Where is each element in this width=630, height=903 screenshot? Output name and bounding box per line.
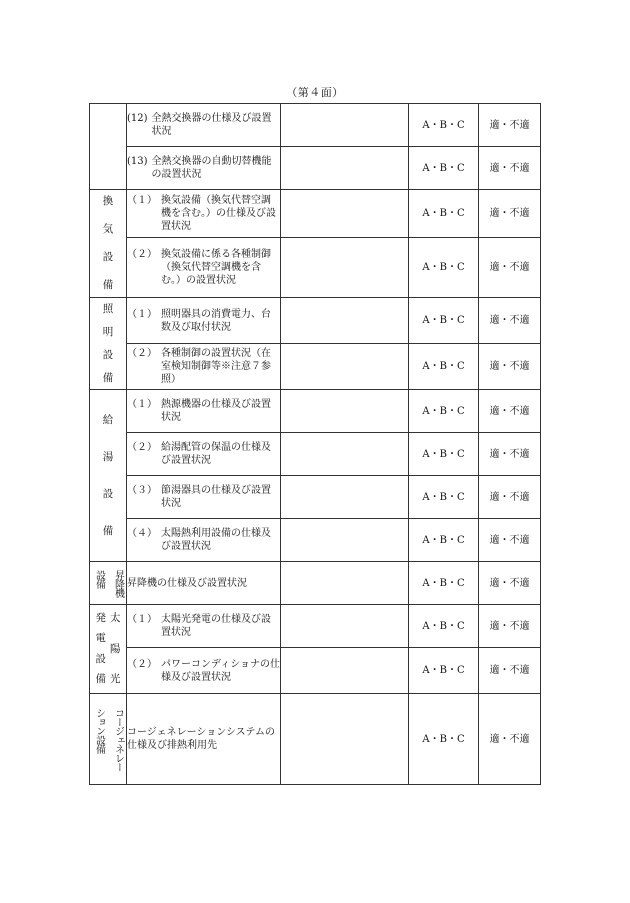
judge-cell[interactable]: 適・不適 (479, 190, 541, 238)
grade-cell[interactable]: A・B・C (409, 238, 479, 298)
table-row (90, 519, 541, 562)
notes-cell[interactable] (281, 433, 409, 476)
table-row (90, 238, 541, 298)
table-row (90, 147, 541, 190)
table-row (90, 694, 541, 785)
item-cell: （１） 換気設備（換気代替空調機を含む。）の仕様及び設置状況 (127, 190, 281, 238)
grade-cell[interactable]: A・B・C (409, 344, 479, 390)
page-title: （第４面） (286, 86, 344, 99)
notes-cell[interactable] (281, 147, 409, 190)
judge-cell[interactable]: 適・不適 (479, 476, 541, 519)
table-row (90, 605, 541, 648)
grade-cell[interactable]: A・B・C (409, 147, 479, 190)
item-cell: コージェネレーションシステムの仕様及び排熱利用先 (127, 694, 281, 785)
table-row (90, 298, 541, 344)
grade-cell[interactable]: A・B・C (409, 390, 479, 433)
item-cell: （２） 給湯配管の保温の仕様及び設置状況 (127, 433, 281, 476)
category-cell-empty (90, 104, 127, 190)
grade-cell[interactable]: A・B・C (409, 605, 479, 648)
item-cell: （２） 各種制御の設置状況（在室検知制御等※注意７参照） (127, 344, 281, 390)
grade-cell[interactable]: A・B・C (409, 519, 479, 562)
grade-cell[interactable]: A・B・C (409, 190, 479, 238)
judge-cell[interactable]: 適・不適 (479, 298, 541, 344)
item-cell: （２） パワーコンディショナの仕様及び設置状況 (127, 648, 281, 694)
judge-cell[interactable]: 適・不適 (479, 694, 541, 785)
notes-cell[interactable] (281, 519, 409, 562)
notes-cell[interactable] (281, 390, 409, 433)
judge-cell[interactable]: 適・不適 (479, 648, 541, 694)
notes-cell[interactable] (281, 104, 409, 147)
table-row (90, 476, 541, 519)
table-row (90, 190, 541, 238)
grade-cell[interactable]: A・B・C (409, 694, 479, 785)
judge-cell[interactable]: 適・不適 (479, 390, 541, 433)
judge-cell[interactable]: 適・不適 (479, 147, 541, 190)
grade-cell[interactable]: A・B・C (409, 104, 479, 147)
item-cell: （１） 太陽光発電の仕様及び設置状況 (127, 605, 281, 648)
grade-cell[interactable]: A・B・C (409, 298, 479, 344)
inspection-table (89, 103, 541, 785)
table-row (90, 104, 541, 147)
judge-cell[interactable]: 適・不適 (479, 605, 541, 648)
table-row (90, 562, 541, 605)
notes-cell[interactable] (281, 344, 409, 390)
item-cell: (12) 全熱交換器の仕様及び設置状況 (127, 104, 281, 147)
notes-cell[interactable] (281, 238, 409, 298)
category-elevator: 設備 昇降機 (90, 562, 127, 605)
table-row (90, 390, 541, 433)
judge-cell[interactable]: 適・不適 (479, 104, 541, 147)
grade-cell[interactable]: A・B・C (409, 476, 479, 519)
category-hot-water: 給 湯 設 備 (90, 390, 127, 562)
category-solar: 発 電 設 備 太 陽 光 (90, 605, 127, 694)
table-row (90, 433, 541, 476)
category-lighting: 照 明 設 備 (90, 298, 127, 390)
item-cell: （１） 照明器具の消費電力、台数及び取付状況 (127, 298, 281, 344)
notes-cell[interactable] (281, 694, 409, 785)
item-cell: （２） 換気設備に係る各種制御（換気代替空調機を含む。）の設置状況 (127, 238, 281, 298)
item-cell: （４） 太陽熱利用設備の仕様及び設置状況 (127, 519, 281, 562)
grade-cell[interactable]: A・B・C (409, 433, 479, 476)
notes-cell[interactable] (281, 562, 409, 605)
judge-cell[interactable]: 適・不適 (479, 562, 541, 605)
notes-cell[interactable] (281, 476, 409, 519)
grade-cell[interactable]: A・B・C (409, 562, 479, 605)
notes-cell[interactable] (281, 190, 409, 238)
judge-cell[interactable]: 適・不適 (479, 519, 541, 562)
judge-cell[interactable]: 適・不適 (479, 238, 541, 298)
table-row (90, 344, 541, 390)
item-cell: （１） 熱源機器の仕様及び設置状況 (127, 390, 281, 433)
notes-cell[interactable] (281, 605, 409, 648)
item-cell: （３） 節湯器具の仕様及び設置状況 (127, 476, 281, 519)
item-cell: 昇降機の仕様及び設置状況 (127, 562, 281, 605)
judge-cell[interactable]: 適・不適 (479, 433, 541, 476)
judge-cell[interactable]: 適・不適 (479, 344, 541, 390)
notes-cell[interactable] (281, 298, 409, 344)
item-cell: (13) 全熱交換器の自動切替機能の設置状況 (127, 147, 281, 190)
table-row (90, 648, 541, 694)
grade-cell[interactable]: A・B・C (409, 648, 479, 694)
category-ventilation: 換 気 設 備 (90, 190, 127, 298)
notes-cell[interactable] (281, 648, 409, 694)
category-cogeneration: ション設備 コージェネレー (90, 694, 127, 785)
